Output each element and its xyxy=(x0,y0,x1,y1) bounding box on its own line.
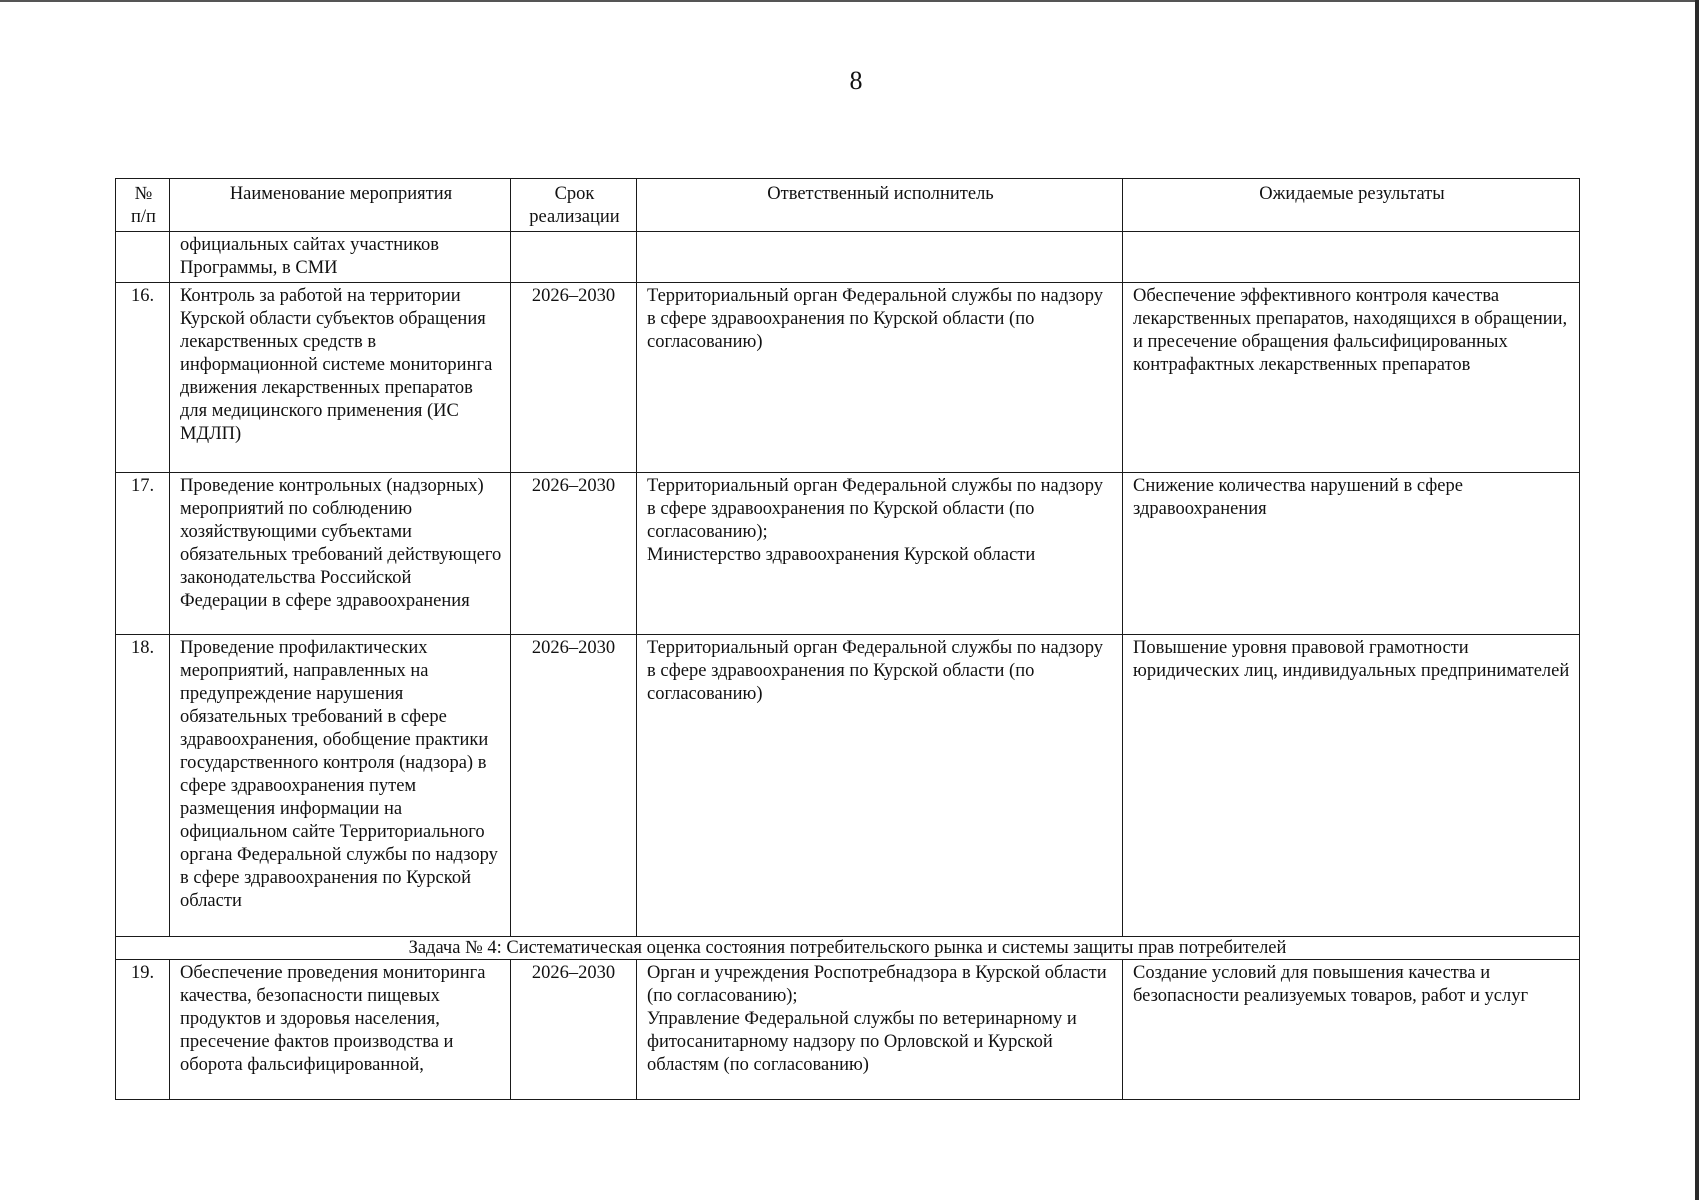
header-responsible: Ответственный исполнитель xyxy=(637,179,1123,232)
scan-top-edge xyxy=(0,0,1699,2)
cell-responsible: Орган и учреждения Роспотребнадзора в Курской области (по согласованию); Управление Федеральной службы по ветеринарному и фитосанитарному надзору по Орловской и Курской областям (по согласованию) xyxy=(637,960,1123,1100)
cell-term: 2026–2030 xyxy=(511,635,637,937)
cell-name: Проведение контрольных (надзорных) мероприятий по соблюдению хозяйствующими субъектами обязательных требований действующего законодательства Российской Федерации в сфере здравоохранения xyxy=(170,473,511,635)
cell-term: 2026–2030 xyxy=(511,473,637,635)
cell-name: Контроль за работой на территории Курской области субъектов обращения лекарственных средств в информационной системе мониторинга движения лекарственных препаратов для медицинского применения (ИС МДЛП) xyxy=(170,283,511,473)
page-number: 8 xyxy=(849,66,863,95)
header-result: Ожидаемые результаты xyxy=(1123,179,1580,232)
cell-result xyxy=(1123,232,1580,283)
scan-right-edge xyxy=(1695,0,1699,1200)
task-heading: Задача № 4: Систематическая оценка состояния потребительского рынка и системы защиты прав потребителей xyxy=(116,937,1580,960)
cell-result: Обеспечение эффективного контроля качества лекарственных препаратов, находящихся в обращении, и пресечение обращения фальсифицированных контрафактных лекарственных препаратов xyxy=(1123,283,1580,473)
cell-term: 2026–2030 xyxy=(511,960,637,1100)
cell-responsible: Территориальный орган Федеральной службы по надзору в сфере здравоохранения по Курской области (по согласованию); Министерство здравоохранения Курской области xyxy=(637,473,1123,635)
measures-table xyxy=(115,178,1580,1100)
table-row-continuation xyxy=(116,232,1580,283)
cell-name: Проведение профилактических мероприятий, направленных на предупреждение нарушения обязательных требований в сфере здравоохранения, обобщение практики государственного контроля (надзора) в сфере здравоохранения путем размещения информации на официальном сайте Территориального органа Федеральной службы по надзору в сфере здравоохранения по Курской области xyxy=(170,635,511,937)
cell-name: Обеспечение проведения мониторинга качества, безопасности пищевых продуктов и здоровья населения, пресечение фактов производства и оборота фальсифицированной, xyxy=(170,960,511,1100)
task-heading-row xyxy=(116,937,1580,960)
cell-num xyxy=(116,232,170,283)
table-header-row xyxy=(116,179,1580,232)
header-num: № п/п xyxy=(116,179,170,232)
cell-num: 19. xyxy=(116,960,170,1100)
table-row xyxy=(116,473,1580,635)
table-row xyxy=(116,283,1580,473)
cell-result: Снижение количества нарушений в сфере здравоохранения xyxy=(1123,473,1580,635)
cell-result: Создание условий для повышения качества и безопасности реализуемых товаров, работ и услуг xyxy=(1123,960,1580,1100)
header-term: Срок реализации xyxy=(511,179,637,232)
cell-term xyxy=(511,232,637,283)
cell-result: Повышение уровня правовой грамотности юридических лиц, индивидуальных предпринимателей xyxy=(1123,635,1580,937)
table-row xyxy=(116,635,1580,937)
cell-responsible: Территориальный орган Федеральной службы по надзору в сфере здравоохранения по Курской области (по согласованию) xyxy=(637,283,1123,473)
cell-num: 17. xyxy=(116,473,170,635)
cell-num: 16. xyxy=(116,283,170,473)
cell-num: 18. xyxy=(116,635,170,937)
cell-responsible: Территориальный орган Федеральной службы по надзору в сфере здравоохранения по Курской области (по согласованию) xyxy=(637,635,1123,937)
header-name: Наименование мероприятия xyxy=(170,179,511,232)
table-row xyxy=(116,960,1580,1100)
cell-name: официальных сайтах участников Программы, в СМИ xyxy=(170,232,511,283)
cell-term: 2026–2030 xyxy=(511,283,637,473)
cell-responsible xyxy=(637,232,1123,283)
